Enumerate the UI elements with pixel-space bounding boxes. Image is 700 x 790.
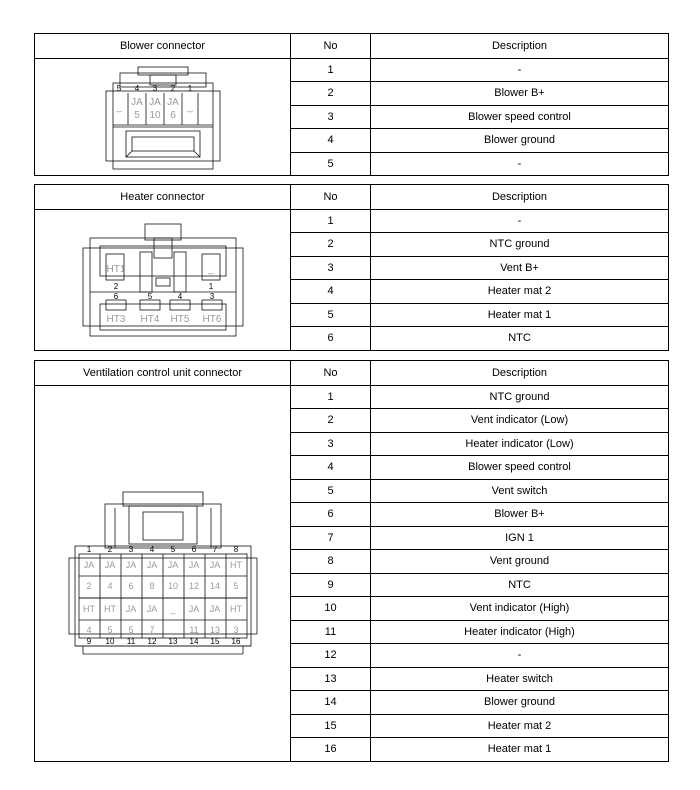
pin-number: 7 [212, 545, 217, 554]
pin-number-cell: 1 [291, 385, 371, 409]
cavity-label: 5 [232, 581, 239, 591]
description-header: Description [371, 185, 669, 210]
cavity-label: JA [104, 560, 115, 570]
pin-description-cell: Vent indicator (Low) [371, 409, 669, 433]
pin-number-cell: 9 [291, 573, 371, 597]
pin-number-cell: 1 [291, 58, 371, 82]
pin-number: 3 [209, 291, 214, 301]
pin-number-cell: 6 [291, 327, 371, 351]
pin-number-cell: 12 [291, 644, 371, 668]
pin-description-cell: Vent indicator (High) [371, 597, 669, 621]
cavity-label: 5 [106, 625, 113, 635]
pin-description-cell: - [371, 58, 669, 82]
pin-description-cell: Vent switch [371, 479, 669, 503]
cavity-label: 5 [127, 625, 134, 635]
pin-description-cell: - [371, 644, 669, 668]
cavity-label: JA [83, 560, 94, 570]
pin-description-cell: Blower B+ [371, 82, 669, 106]
pin-description-cell: Heater indicator (Low) [371, 432, 669, 456]
ventilation-control-unit-connector-table [34, 360, 669, 762]
cavity-label: _ [115, 101, 122, 113]
cavity-label: 4 [106, 581, 113, 591]
pin-description-cell: Blower ground [371, 129, 669, 153]
pin-number: 2 [170, 83, 175, 93]
pin-description-cell: Heater mat 1 [371, 738, 669, 762]
pin-number-cell: 3 [291, 256, 371, 280]
cavity-label: HT1 [106, 263, 125, 275]
table-header-row [35, 185, 669, 210]
pin-description-cell: Heater mat 1 [371, 303, 669, 327]
cavity-label: 4 [85, 625, 92, 635]
pin-number-cell: 2 [291, 233, 371, 257]
cavity-label: HT [103, 604, 116, 614]
pin-number-cell: 5 [291, 152, 371, 176]
pin-number: 1 [187, 83, 192, 93]
pin-number: 4 [177, 291, 182, 301]
pin-description-cell: Blower speed control [371, 105, 669, 129]
pin-number: 1 [208, 281, 213, 291]
pin-number-cell: 1 [291, 209, 371, 233]
heater-connector-drawing [78, 216, 248, 344]
pin-number-cell: 3 [291, 432, 371, 456]
cavity-label: 5 [133, 109, 140, 121]
cavity-label: 7 [148, 625, 155, 635]
pin-description-cell: - [371, 152, 669, 176]
pin-number-cell: 14 [291, 691, 371, 715]
no-header: No [291, 34, 371, 59]
pin-number: 2 [113, 281, 118, 291]
description-header: Description [371, 361, 669, 386]
pin-number-cell: 6 [291, 503, 371, 527]
pin-number-cell: 10 [291, 597, 371, 621]
connector-name-header: Heater connector [35, 185, 291, 210]
cavity-label: JA [146, 604, 157, 614]
table-header-row [35, 34, 669, 59]
cavity-label: 6 [127, 581, 134, 591]
no-header: No [291, 185, 371, 210]
table-row [35, 209, 669, 233]
pin-number: 2 [107, 545, 112, 554]
cavity-label: JA [130, 96, 143, 108]
blower-connector-table [34, 33, 669, 176]
pin-number: 10 [105, 637, 114, 646]
cavity-label: 14 [209, 581, 220, 591]
pin-number: 5 [147, 291, 152, 301]
pin-description-cell: NTC ground [371, 233, 669, 257]
pin-number-cell: 4 [291, 129, 371, 153]
cavity-label: 10 [167, 581, 178, 591]
pin-description-cell: NTC ground [371, 385, 669, 409]
blower-connector-drawing [88, 63, 238, 171]
connector-name-header: Blower connector [35, 34, 291, 59]
pin-description-cell: NTC [371, 573, 669, 597]
cavity-label: HT6 [202, 313, 221, 325]
cavity-label: _ [186, 101, 193, 113]
pin-description-cell: Vent ground [371, 550, 669, 574]
pin-number: 5 [170, 545, 175, 554]
cavity-label: JA [209, 604, 220, 614]
pin-number-cell: 4 [291, 456, 371, 480]
pin-number: 11 [126, 637, 135, 646]
table-row [35, 58, 669, 82]
pin-number-cell: 2 [291, 82, 371, 106]
pin-number-cell: 8 [291, 550, 371, 574]
pin-description-cell: Blower speed control [371, 456, 669, 480]
pin-number-cell: 11 [291, 620, 371, 644]
cavity-label: HT [82, 604, 95, 614]
cavity-label: JA [125, 604, 136, 614]
pin-description-cell: Heater mat 2 [371, 714, 669, 738]
pin-number: 6 [191, 545, 196, 554]
pin-number: 9 [86, 637, 91, 646]
cavity-label: HT3 [106, 313, 125, 325]
pin-number: 1 [86, 545, 91, 554]
pin-number: 4 [134, 83, 139, 93]
pin-number: 12 [147, 637, 156, 646]
pin-number: 16 [231, 637, 240, 646]
table-header-row [35, 361, 669, 386]
pin-number: 6 [113, 291, 118, 301]
pin-number: 15 [210, 637, 219, 646]
ventilation-connector-drawing [65, 488, 261, 658]
pin-description-cell: Blower B+ [371, 503, 669, 527]
cavity-label: 3 [232, 625, 239, 635]
pin-number: 13 [168, 637, 177, 646]
cavity-label: 6 [169, 109, 176, 121]
cavity-label: _ [169, 604, 176, 614]
pin-number-cell: 4 [291, 280, 371, 304]
cavity-label: 13 [209, 625, 220, 635]
pin-description-cell: Heater mat 2 [371, 280, 669, 304]
cavity-label: HT4 [140, 313, 159, 325]
blower-connector-diagram [35, 58, 291, 176]
cavity-label: 10 [148, 109, 161, 121]
heater-connector-table [34, 184, 669, 351]
cavity-label: 12 [188, 581, 199, 591]
cavity-label: JA [166, 96, 179, 108]
pin-number: 3 [152, 83, 157, 93]
connector-name-header: Ventilation control unit connector [35, 361, 291, 386]
pin-number-cell: 16 [291, 738, 371, 762]
pin-number-cell: 2 [291, 409, 371, 433]
pin-number-cell: 5 [291, 479, 371, 503]
cavity-label: HT [229, 560, 242, 570]
ventilation-connector-diagram [35, 385, 291, 761]
cavity-label: JA [167, 560, 178, 570]
pin-number-cell: 13 [291, 667, 371, 691]
pin-number-cell: 3 [291, 105, 371, 129]
pin-description-cell: - [371, 209, 669, 233]
cavity-label: _ [207, 263, 214, 275]
cavity-label: JA [125, 560, 136, 570]
pin-number: 14 [189, 637, 198, 646]
table-row [35, 385, 669, 409]
cavity-label: JA [188, 604, 199, 614]
cavity-label: HT5 [170, 313, 189, 325]
cavity-label: HT [229, 604, 242, 614]
cavity-label: 2 [85, 581, 92, 591]
heater-connector-diagram [35, 209, 291, 350]
cavity-label: 11 [188, 625, 199, 635]
pin-description-cell: Vent B+ [371, 256, 669, 280]
cavity-label: JA [148, 96, 161, 108]
pin-description-cell: Heater switch [371, 667, 669, 691]
cavity-label: 8 [148, 581, 155, 591]
pin-description-cell: Heater indicator (High) [371, 620, 669, 644]
pin-number: 8 [233, 545, 238, 554]
pin-number-cell: 15 [291, 714, 371, 738]
pin-number: 4 [149, 545, 154, 554]
pin-description-cell: Blower ground [371, 691, 669, 715]
cavity-label: JA [146, 560, 157, 570]
pin-number: 5 [116, 83, 121, 93]
pin-description-cell: IGN 1 [371, 526, 669, 550]
no-header: No [291, 361, 371, 386]
pin-number: 3 [128, 545, 133, 554]
pin-number-cell: 7 [291, 526, 371, 550]
pin-number-cell: 5 [291, 303, 371, 327]
description-header: Description [371, 34, 669, 59]
cavity-label: JA [188, 560, 199, 570]
pin-description-cell: NTC [371, 327, 669, 351]
cavity-label: JA [209, 560, 220, 570]
